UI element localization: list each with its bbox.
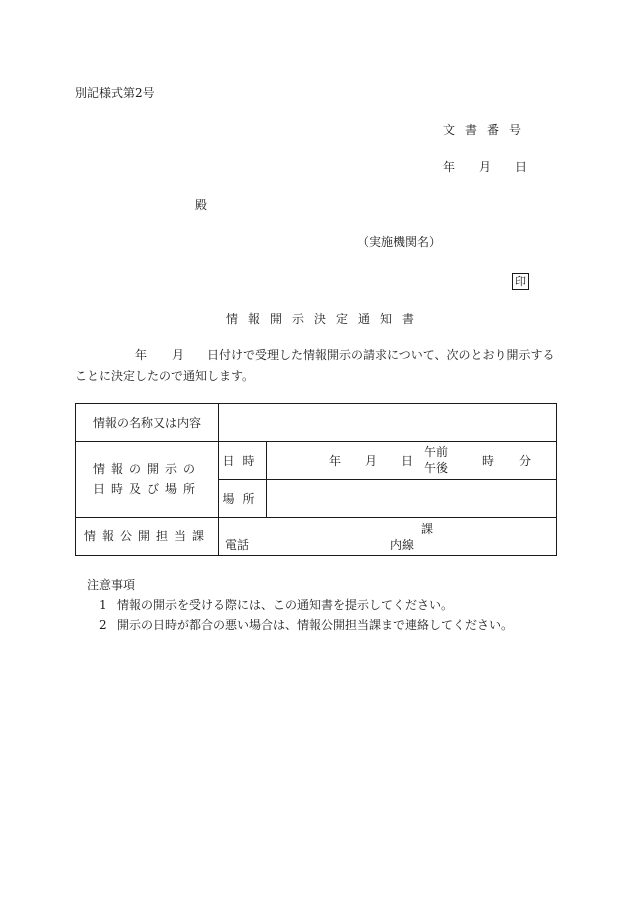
- dt-hour: 時: [482, 454, 495, 468]
- seal-icon: 印: [512, 273, 529, 290]
- date-month: 月: [479, 160, 492, 174]
- pm-label: 午後: [424, 461, 449, 475]
- dt-month: 月: [365, 454, 378, 468]
- document-title: 情報開示決定通知書: [226, 312, 425, 326]
- am-label: 午前: [424, 445, 449, 459]
- place-label: 場所: [219, 480, 267, 518]
- row-label-line-1: 情報の開示の: [92, 462, 201, 477]
- row-label-section: 情報公開担当課: [76, 518, 219, 556]
- extension-label: 内線: [390, 538, 415, 552]
- body-line-2: ことに決定したので通知します。: [75, 369, 255, 383]
- row-label-line-2: 日時及び場所: [92, 481, 201, 496]
- table-row: [76, 442, 557, 480]
- document-number-label: 文書番号: [443, 123, 532, 137]
- disclosure-table: [75, 403, 557, 556]
- section-suffix: 課: [421, 522, 434, 536]
- note-number: 1: [99, 598, 107, 612]
- note-number: 2: [99, 618, 107, 632]
- issuer-name: （実施機関名）: [357, 235, 442, 249]
- table-row: [76, 404, 557, 442]
- section-field: [219, 518, 557, 556]
- note-text: 情報の開示を受ける際には、この通知書を提示してください。: [117, 598, 454, 612]
- form-number: 別記様式第2号: [75, 86, 155, 100]
- row-label-datetime-place: [76, 442, 219, 518]
- body-year: 年: [135, 348, 148, 362]
- place-field: [267, 480, 557, 518]
- row-label-info-name: 情報の名称又は内容: [76, 404, 219, 442]
- datetime-field: [267, 442, 557, 480]
- notes-heading: 注意事項: [87, 578, 136, 592]
- phone-label: 電話: [225, 538, 250, 552]
- body-month: 月: [172, 348, 185, 362]
- dt-day: 日: [401, 454, 414, 468]
- dt-year: 年: [329, 454, 342, 468]
- dt-minute: 分: [519, 454, 532, 468]
- date-year: 年: [443, 160, 456, 174]
- table-row: [76, 518, 557, 556]
- body-line-1: 日付けで受理した情報開示の請求について、次のとおり開示する: [207, 348, 555, 362]
- info-name-field: [219, 404, 557, 442]
- note-text: 開示の日時が都合の悪い場合は、情報公開担当課まで連絡してください。: [117, 618, 514, 632]
- date-day: 日: [515, 160, 528, 174]
- datetime-label: 日時: [219, 442, 267, 480]
- addressee-suffix: 殿: [195, 198, 208, 212]
